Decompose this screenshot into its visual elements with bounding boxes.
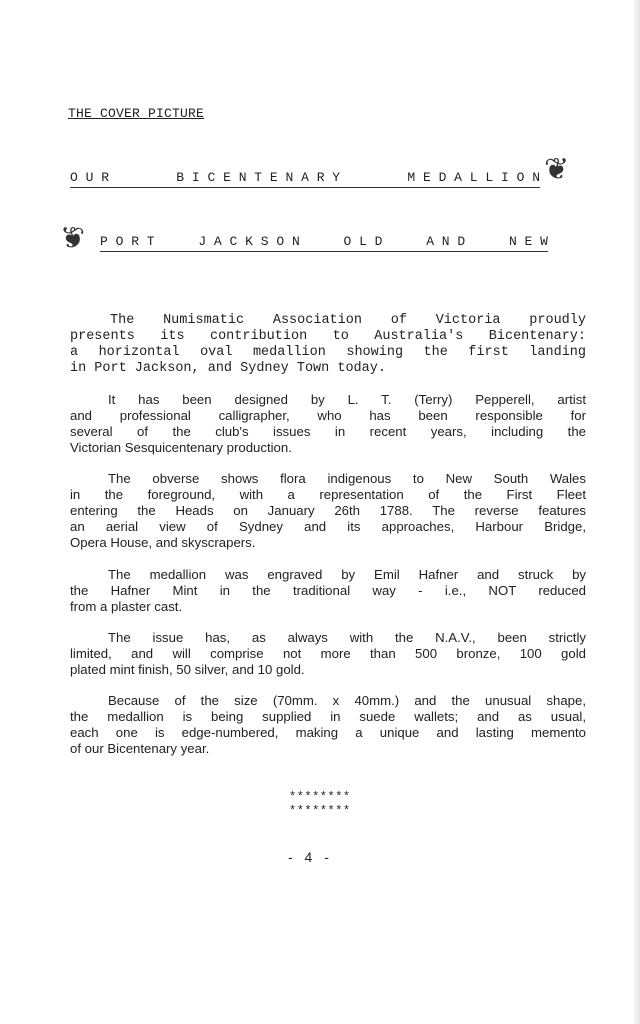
heading-word: O L D <box>343 234 383 249</box>
intro-paragraph <box>70 313 586 377</box>
heading-word: B I C E N T E N A R Y <box>176 170 341 185</box>
floral-ornament-icon: ❦ <box>544 152 570 187</box>
obverse-paragraph <box>70 471 586 551</box>
text-line: presents its contribution to Australia's Bicentenary: <box>70 329 586 344</box>
page-edge <box>634 0 640 1024</box>
text-line: the medallion is being supplied in suede wallets; and as usual, <box>70 709 586 724</box>
text-line: several of the club's issues in recent years, including the <box>70 424 586 439</box>
floral-ornament-icon: ❦ <box>60 221 86 256</box>
heading-word: O U R <box>70 170 110 185</box>
text-line: the Hafner Mint in the traditional way - i.e., NOT reduced <box>70 583 586 598</box>
page-number: - 4 - <box>288 849 333 865</box>
engraving-paragraph <box>70 567 586 615</box>
port-jackson-heading <box>100 234 548 252</box>
heading-word: A N D <box>426 234 466 249</box>
text-line: It has been designed by L. T. (Terry) Pepperell, artist <box>108 392 586 407</box>
text-line: The obverse shows flora indigenous to New South Wales <box>108 471 586 486</box>
heading-word: J A C K S O N <box>198 234 300 249</box>
text-line: plated mint finish, 50 silver, and 10 gold. <box>70 662 305 677</box>
text-line: The medallion was engraved by Emil Hafner and struck by <box>108 567 586 582</box>
text-line: Victorian Sesquicentenary production. <box>70 440 292 455</box>
text-line: entering the Heads on January 26th 1788. The reverse features <box>70 503 586 518</box>
text-line: limited, and will comprise not more than 500 bronze, 100 gold <box>70 646 586 661</box>
heading-word: N E W <box>508 234 548 249</box>
text-line: Opera House, and skyscrapers. <box>70 535 256 550</box>
text-line: and professional calligrapher, who has been responsible for <box>70 408 586 423</box>
size-paragraph <box>70 693 586 757</box>
separator-stars: ******** <box>289 790 351 804</box>
heading-word: M E D A L L I O N <box>407 170 540 185</box>
text-line: Because of the size (70mm. x 40mm.) and the unusual shape, <box>108 693 586 708</box>
text-line: The issue has, as always with the N.A.V., been strictly <box>108 630 586 645</box>
separator-stars: ******** <box>289 804 351 818</box>
section-label: THE COVER PICTURE <box>68 106 205 121</box>
text-line: in the foreground, with a representation of the First Fleet <box>70 487 586 502</box>
text-line: a horizontal oval medallion showing the first landing <box>70 345 586 360</box>
text-line: of our Bicentenary year. <box>70 741 210 756</box>
designer-paragraph <box>70 392 586 456</box>
text-line: an aerial view of Sydney and its approaches, Harbour Bridge, <box>70 519 586 534</box>
issue-paragraph <box>70 630 586 678</box>
heading-word: P O R T <box>100 234 155 249</box>
medallion-heading <box>70 170 540 188</box>
text-line: in Port Jackson, and Sydney Town today. <box>70 361 386 376</box>
text-line: from a plaster cast. <box>70 599 183 614</box>
text-line: The Numismatic Association of Victoria proudly <box>110 313 586 328</box>
text-line: each one is edge-numbered, making a unique and lasting memento <box>70 725 586 740</box>
